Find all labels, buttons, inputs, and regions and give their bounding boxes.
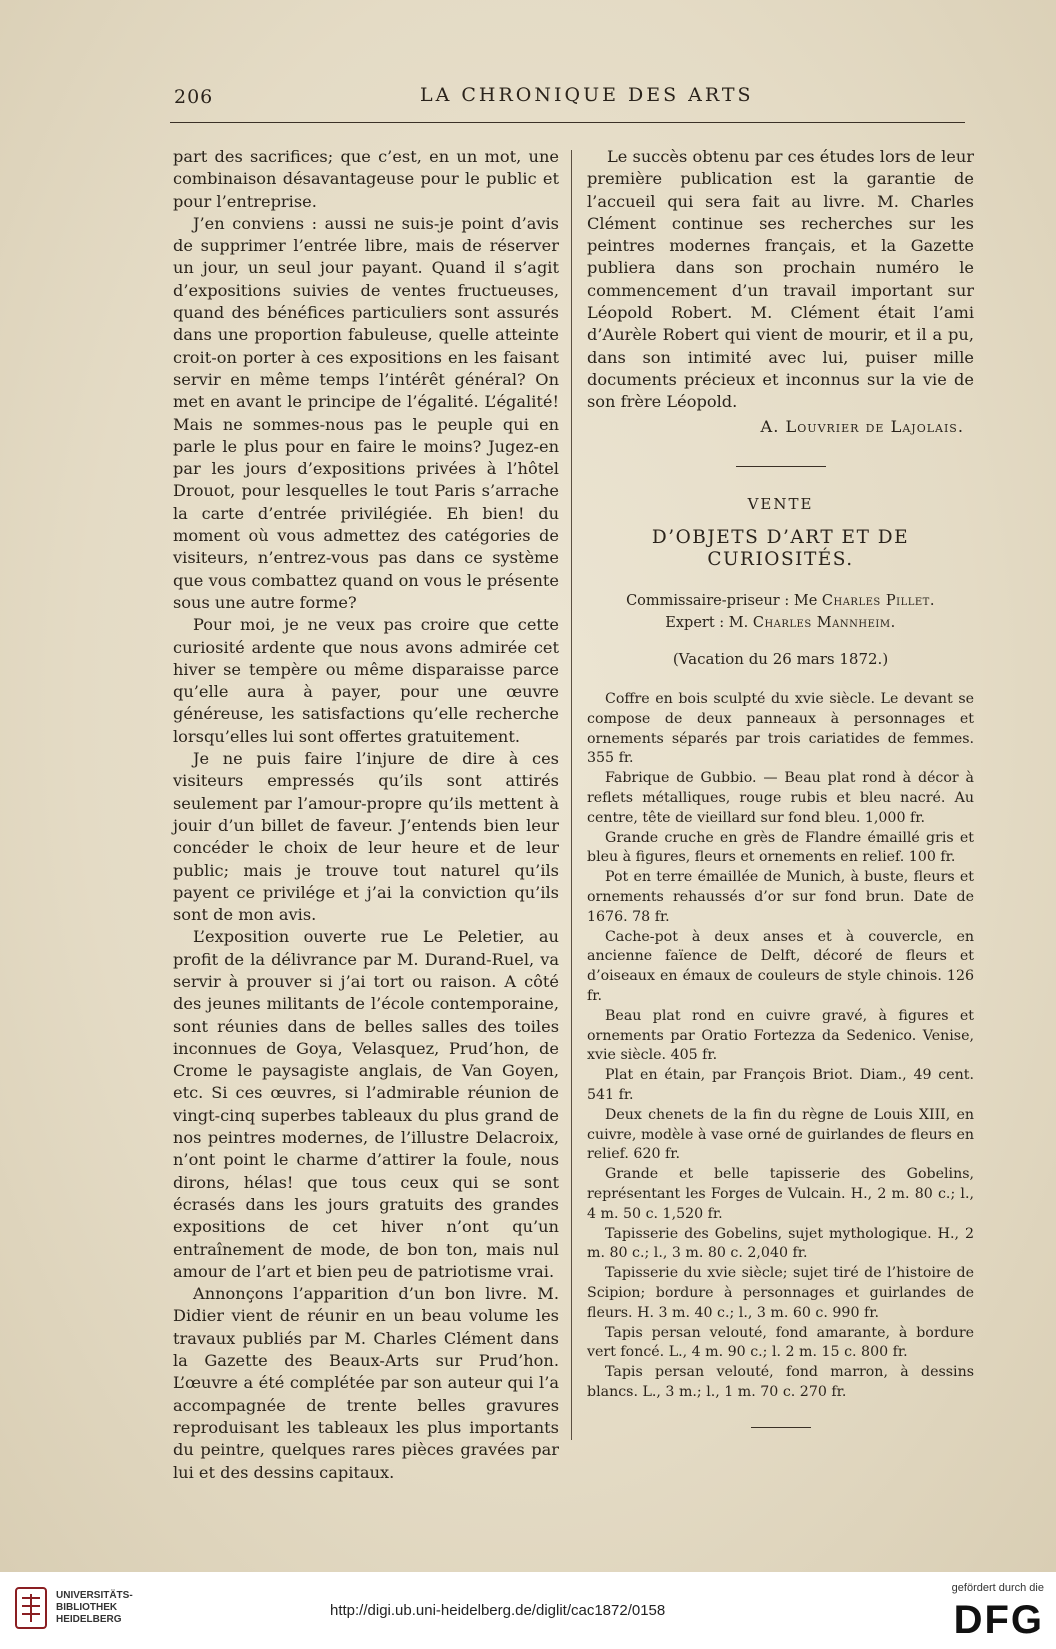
sale-item: Coffre en bois sculpté du xvie siècle. Le devant se compose de deux panneaux à personnages et ornements séparés par trois cariatides de femmes. 355 fr.	[587, 691, 974, 767]
commissaire-name: Charles Pillet.	[821, 592, 935, 609]
right-column	[587, 146, 974, 1428]
author-signature: A. Louvrier de Lajolais.	[760, 416, 964, 436]
sale-item: Beau plat rond en cuivre gravé, à figures et ornements par Oratio Fortezza da Sedenico. Venise, xvie siècle. 405 fr.	[587, 1007, 974, 1064]
left-paragraph: Pour moi, je ne veux pas croire que cette curiosité ardente que nous avons admirée cet hiver se tempère ou même disparaisse parce qu’elle aura à payer, pour une œuvre généreuse, les satisfactions qu’elle recherche lorsqu’elles lui sont offertes gratuitement.	[173, 615, 559, 746]
left-paragraph: Annonçons l’apparition d’un bon livre. M. Didier vient de réunir en un beau volume les travaux publiés par M. Charles Clément dans la Gazette des Beaux-Arts sur Prud’hon. L’œuvre a été complétée par son auteur qui l’a accompagnée de trente belles gravures reproduisant les tableaux les plus importants du peintre, quelques rares pièces gravées par lui et des dessins capitaux.	[173, 1284, 559, 1482]
sale-item: Cache-pot à deux anses et à couvercle, en ancienne faïence de Delft, décoré de fleurs et d’oiseaux en émaux de couleurs de style chinois. 126 fr.	[587, 928, 974, 1004]
left-paragraph: J’en conviens : aussi ne suis-je point d’avis de supprimer l’entrée libre, mais de réserver un jour, un seul jour payant. Quand il s’agit d’expositions suivies de ventes fructueuses, quand des bénéfices particuliers sont assurés dans une proportion fabuleuse, quelle atteinte croit-on porter à ces expositions en les faisant servir en même temps l’intérêt général? On met en avant le principe de l’égalité. L’égalité! Mais ne sommes-nous pas le peuple qui en parle le plus pour en faire le moins? Jugez-en par les jours d’expositions privées à l’hôtel Drouot, pour lesquelles le tout Paris s’arrache la carte d’entrée privilégiée. Eh bien! du moment où vous admettez des catégories de visiteurs, n’entrez-vous pas dans ce système que vous combattez quand on vous le présente sous une autre forme?	[173, 213, 559, 612]
digitization-footer	[0, 1572, 1056, 1649]
sale-item: Tapis persan velouté, fond amarante, à bordure vert foncé. L., 4 m. 90 c.; l. 2 m. 15 c. 800 fr.	[587, 1324, 974, 1361]
institution-line: HEIDELBERG	[56, 1614, 122, 1625]
running-title: LA CHRONIQUE DES ARTS	[420, 84, 754, 106]
left-paragraph: part des sacrifices; que c’est, en un mot, une combinaison désavantageuse pour le public et pour l’entreprise.	[173, 147, 559, 211]
sale-item: Tapisserie des Gobelins, sujet mythologique. H., 2 m. 80 c.; l., 3 m. 80 c. 2,040 fr.	[587, 1225, 974, 1262]
university-seal-icon	[14, 1586, 48, 1630]
dfg-logo: DFG	[953, 1598, 1044, 1642]
sale-item: Deux chenets de la fin du règne de Louis XIII, en cuivre, modèle à vase orné de guirlandes de fleurs en relief. 620 fr.	[587, 1106, 974, 1163]
page-number: 206	[174, 86, 214, 108]
funding-text: gefördert durch die	[951, 1582, 1044, 1594]
sale-item: Fabrique de Gubbio. — Beau plat rond à décor à reflets métalliques, rouge rubis et bleu nacré. Au centre, tête de vieillard sur fond bleu. 1,000 fr.	[587, 770, 974, 826]
source-url-link[interactable]: http://digi.ub.uni-heidelberg.de/diglit/cac1872/0158	[330, 1602, 666, 1619]
expert-line	[587, 612, 974, 634]
column-divider	[571, 150, 572, 1440]
page-header	[170, 80, 970, 120]
header-rule	[170, 122, 965, 123]
expert-label: Expert : M.	[665, 614, 749, 631]
institution-name	[56, 1590, 133, 1626]
vacation-date: (Vacation du 26 mars 1872.)	[672, 649, 889, 668]
sale-items	[587, 690, 974, 1403]
end-rule	[751, 1427, 811, 1428]
left-column	[173, 146, 559, 1484]
sale-item: Plat en étain, par François Briot. Diam., 49 cent. 541 fr.	[587, 1067, 974, 1103]
sale-item: Tapis persan velouté, fond marron, à dessins blancs. L., 3 m.; l., 1 m. 70 c. 270 fr.	[587, 1364, 974, 1400]
commissaire-label: Commissaire-priseur : Me	[626, 592, 818, 609]
right-paragraph: Le succès obtenu par ces études lors de leur première publication est la garantie de l’accueil qui sera fait au livre. M. Charles Clément continue ses recherches sur les peintres modernes français, et la Gazette publiera dans son prochain numéro le commencement d’un travail important sur Léopold Robert. M. Clément était l’ami d’Aurèle Robert qui vient de mourir, et il a pu, dans son intimité avec lui, puiser mille documents précieux et inconnus sur la vie de son frère Léopold.	[587, 147, 974, 412]
institution-line: UNIVERSITÄTS-	[56, 1590, 133, 1601]
sale-item: Grande et belle tapisserie des Gobelins, représentant les Forges de Vulcain. H., 2 m. 80 c.; l., 4 m. 50 c. 1,520 fr.	[587, 1166, 974, 1222]
section-label: VENTE	[747, 494, 814, 513]
left-paragraph: Je ne puis faire l’injure de dire à ces visiteurs empressés qu’ils sont attirés seulement par l’amour-propre qu’ils mettent à jouir d’un billet de faveur. J’entends bien leur concéder le choix de leur heure et de leur public; mais je trouve tout naturel qu’ils payent ce privilége et j’ai la conviction qu’ils sont de mon avis.	[173, 749, 559, 925]
sale-item: Grande cruche en grès de Flandre émaillé gris et bleu à figures, fleurs et ornements en relief. 100 fr.	[587, 829, 974, 866]
sale-item: Pot en terre émaillée de Munich, à buste, fleurs et ornements rehaussés d’or sur fond brun. Date de 1676. 78 fr.	[587, 869, 974, 925]
section-rule	[736, 466, 826, 467]
section-title: D’OBJETS D’ART ET DE CURIOSITÉS.	[651, 527, 910, 571]
commissaire-line	[587, 590, 974, 612]
expert-name: Charles Mannheim.	[752, 614, 896, 631]
sale-item: Tapisserie du xvie siècle; sujet tiré de l’histoire de Scipion; bordure à personnages et guirlandes de fleurs. H. 3 m. 40 c.; l., 3 m. 60 c. 990 fr.	[587, 1265, 974, 1321]
left-paragraph: L’exposition ouverte rue Le Peletier, au profit de la délivrance par M. Durand-Ruel, va servir à prouver si j’ai tort ou raison. A côté des jeunes militants de l’école contemporaine, sont réunies dans de belles salles des toiles inconnues de Goya, Velasquez, Prud’hon, de Crome le paysagiste anglais, de Van Goyen, etc. Si ces œuvres, si l’admirable réunion de vingt-cinq superbes tableaux du plus grand de nos peintres modernes, de l’illustre Delacroix, n’ont point le charme d’attirer la foule, nous dirons, hélas! que tous ceux qui se sont écrasés dans les jours gratuits des grandes expositions de cet hiver n’ont qu’un entraînement de mode, de bon ton, mais nul amour de l’art et bien peu de patriotisme vrai.	[173, 927, 559, 1281]
institution-line: BIBLIOTHEK	[56, 1602, 118, 1613]
